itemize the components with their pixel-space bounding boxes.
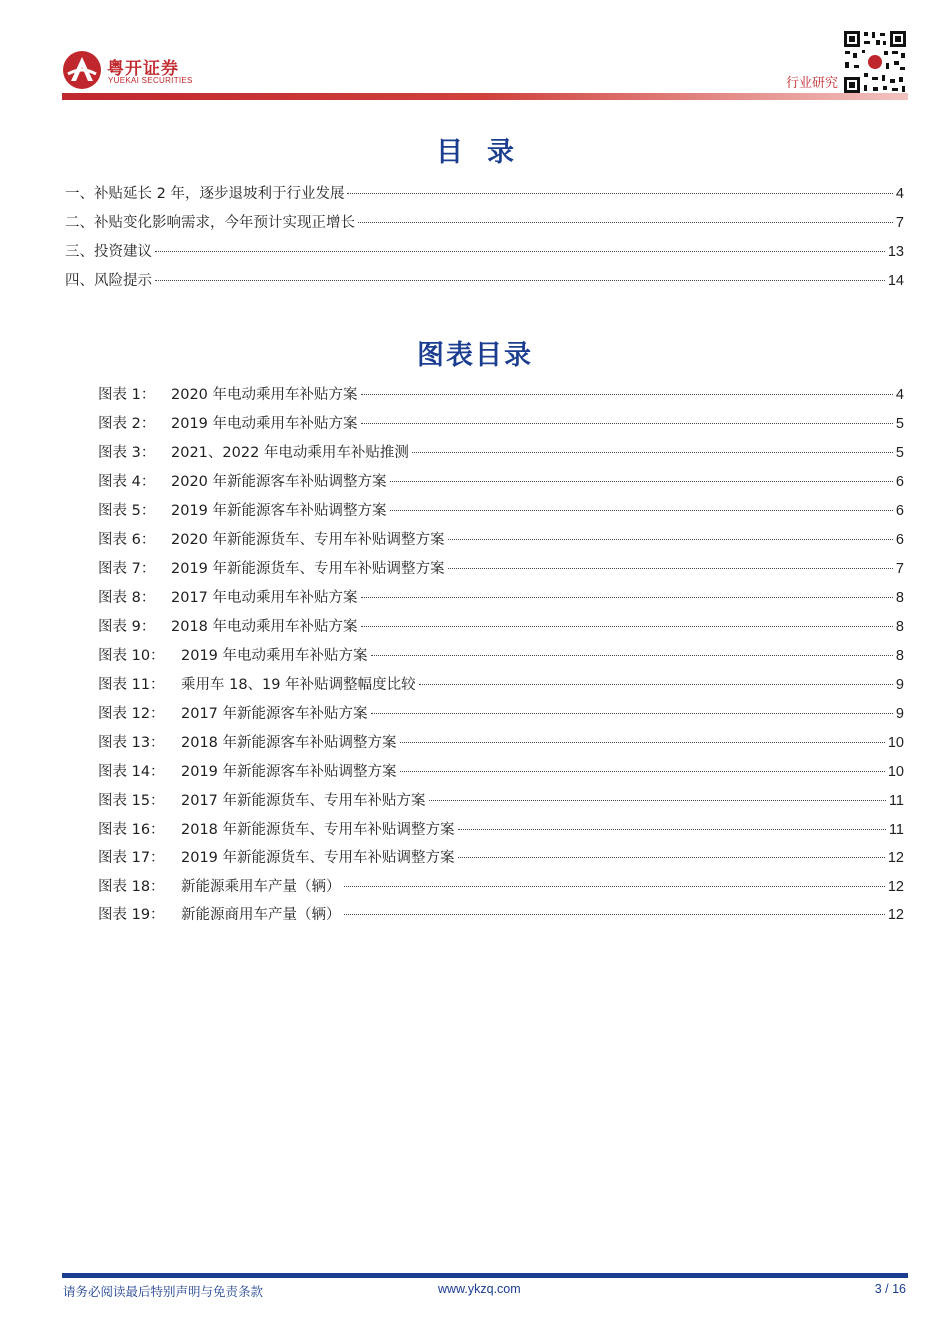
figure-label: 图表 11： [98, 677, 165, 693]
figure-caption: 2019 年新能源货车、专用车补贴调整方案 [171, 561, 445, 577]
toc-entry-page: 4 [895, 186, 904, 202]
document-type-label: 行业研究 [785, 76, 838, 91]
figure-page: 11 [888, 822, 904, 838]
figure-page: 12 [887, 907, 904, 923]
footer-website-link[interactable]: www.ykzq.com [438, 1282, 521, 1296]
figure-label: 图表 10： [98, 648, 165, 664]
figure-entry[interactable] [98, 877, 904, 897]
figure-entry[interactable] [98, 588, 904, 608]
figure-label: 图表 9： [98, 619, 156, 635]
figure-entry[interactable] [98, 762, 904, 782]
figure-entry[interactable] [98, 820, 904, 840]
figure-page: 5 [895, 445, 904, 461]
figure-label: 图表 5： [98, 503, 156, 519]
footer-disclaimer: 请务必阅读最后特别声明与免责条款 [63, 1284, 264, 1299]
figure-page: 10 [887, 764, 904, 780]
toc-entry-text: 二、补贴变化影响需求，今年预计实现正增长 [65, 215, 355, 231]
figure-label: 图表 16： [98, 822, 165, 838]
figure-label: 图表 18： [98, 879, 165, 895]
figure-entry[interactable] [98, 675, 904, 695]
dot-leader [390, 481, 893, 482]
figure-page: 9 [895, 677, 904, 693]
figure-entry[interactable] [98, 559, 904, 579]
dot-leader [361, 597, 893, 598]
figure-entry[interactable] [98, 791, 904, 811]
figure-label: 图表 12： [98, 706, 165, 722]
figure-caption: 2017 年新能源客车补贴方案 [181, 706, 368, 722]
figure-label: 图表 1： [98, 387, 156, 403]
figure-page: 9 [895, 706, 904, 722]
figure-label: 图表 15： [98, 793, 165, 809]
toc-entry[interactable] [65, 213, 904, 233]
company-logo [62, 50, 202, 92]
figure-caption: 2019 年新能源客车补贴调整方案 [181, 764, 397, 780]
figure-page: 8 [895, 648, 904, 664]
figure-list-title: 图表目录 [417, 340, 533, 371]
figure-caption: 乘用车 18、19 年补贴调整幅度比较 [181, 677, 416, 693]
toc-entry-page: 13 [887, 244, 904, 260]
figure-page: 12 [887, 879, 904, 895]
dot-leader [155, 280, 885, 281]
figure-caption: 2019 年电动乘用车补贴方案 [171, 416, 358, 432]
figure-caption: 新能源商用车产量（辆） [181, 907, 341, 923]
dot-leader [412, 452, 893, 453]
figure-label: 图表 4： [98, 474, 156, 490]
logo-chinese-name: 粤开证券 [107, 59, 179, 79]
logo-english-name: YUEKAI SECURITIES [108, 76, 193, 85]
yuekai-logo-icon [62, 50, 102, 90]
figure-label: 图表 14： [98, 764, 165, 780]
dot-leader [400, 771, 885, 772]
figure-entry[interactable] [98, 733, 904, 753]
figure-page: 11 [888, 793, 904, 809]
figure-entry[interactable] [98, 704, 904, 724]
toc-entry[interactable] [65, 242, 904, 262]
figure-page: 6 [895, 532, 904, 548]
dot-leader [458, 857, 885, 858]
figure-entry[interactable] [98, 905, 904, 925]
dot-leader [361, 626, 893, 627]
footer-page-number: 3 / 16 [874, 1282, 906, 1296]
figure-page: 6 [895, 474, 904, 490]
figure-page: 8 [895, 590, 904, 606]
figure-entry[interactable] [98, 414, 904, 434]
figure-label: 图表 7： [98, 561, 156, 577]
toc-entry[interactable] [65, 184, 904, 204]
toc-entry-text: 四、风险提示 [65, 273, 152, 289]
header-divider [62, 93, 908, 100]
figure-label: 图表 17： [98, 850, 165, 866]
dot-leader [344, 886, 885, 887]
dot-leader [390, 510, 893, 511]
figure-entry[interactable] [98, 617, 904, 637]
figure-page: 8 [895, 619, 904, 635]
figure-entry[interactable] [98, 472, 904, 492]
dot-leader [347, 193, 892, 194]
toc-entry-text: 一、补贴延长 2 年，逐步退坡利于行业发展 [65, 186, 345, 202]
figure-entry[interactable] [98, 848, 904, 868]
toc-entry-page: 7 [895, 215, 904, 231]
figure-caption: 2018 年新能源客车补贴调整方案 [181, 735, 397, 751]
figure-caption: 新能源乘用车产量（辆） [181, 879, 341, 895]
figure-label: 图表 13： [98, 735, 165, 751]
figure-caption: 2018 年新能源货车、专用车补贴调整方案 [181, 822, 455, 838]
figure-page: 10 [887, 735, 904, 751]
figure-page: 6 [895, 503, 904, 519]
qr-code-icon [842, 29, 908, 95]
dot-leader [155, 251, 885, 252]
toc-entry-page: 14 [887, 273, 904, 289]
figure-caption: 2019 年新能源货车、专用车补贴调整方案 [181, 850, 455, 866]
toc-title: 目录 [436, 137, 538, 168]
dot-leader [344, 914, 885, 915]
figure-page: 4 [895, 387, 904, 403]
figure-caption: 2021、2022 年电动乘用车补贴推测 [171, 445, 409, 461]
dot-leader [371, 713, 893, 714]
figure-label: 图表 19： [98, 907, 165, 923]
figure-page: 7 [895, 561, 904, 577]
dot-leader [419, 684, 893, 685]
figure-caption: 2019 年电动乘用车补贴方案 [181, 648, 368, 664]
figure-label: 图表 2： [98, 416, 156, 432]
figure-caption: 2017 年电动乘用车补贴方案 [171, 590, 358, 606]
figure-entry[interactable] [98, 443, 904, 463]
figure-label: 图表 3： [98, 445, 156, 461]
figure-label: 图表 8： [98, 590, 156, 606]
figure-caption: 2020 年电动乘用车补贴方案 [171, 387, 358, 403]
toc-entry-text: 三、投资建议 [65, 244, 152, 260]
dot-leader [400, 742, 885, 743]
figure-caption: 2019 年新能源客车补贴调整方案 [171, 503, 387, 519]
figure-entry[interactable] [98, 501, 904, 521]
toc-entry[interactable] [65, 271, 904, 291]
figure-caption: 2020 年新能源客车补贴调整方案 [171, 474, 387, 490]
figure-caption: 2018 年电动乘用车补贴方案 [171, 619, 358, 635]
dot-leader [429, 800, 886, 801]
figure-entry[interactable] [98, 530, 904, 550]
figure-caption: 2017 年新能源货车、专用车补贴方案 [181, 793, 426, 809]
figure-page: 12 [887, 850, 904, 866]
dot-leader [448, 568, 893, 569]
figure-label: 图表 6： [98, 532, 156, 548]
footer-divider [62, 1273, 908, 1278]
figure-entry[interactable] [98, 385, 904, 405]
dot-leader [448, 539, 893, 540]
dot-leader [361, 394, 893, 395]
dot-leader [361, 423, 893, 424]
figure-caption: 2020 年新能源货车、专用车补贴调整方案 [171, 532, 445, 548]
figure-page: 5 [895, 416, 904, 432]
dot-leader [458, 829, 886, 830]
figure-entry[interactable] [98, 646, 904, 666]
dot-leader [358, 222, 893, 223]
dot-leader [371, 655, 893, 656]
